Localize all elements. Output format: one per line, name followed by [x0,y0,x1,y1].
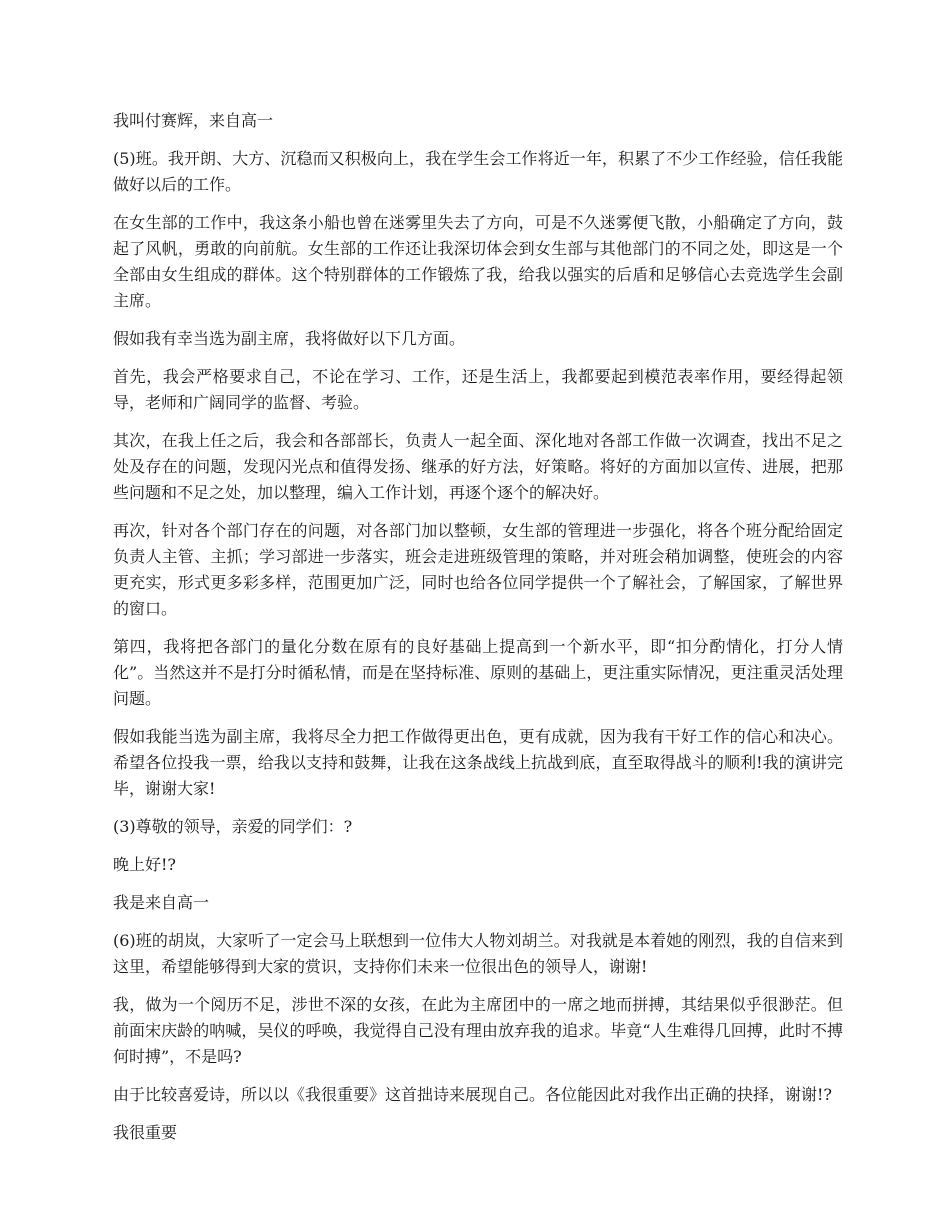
paragraph-intro-class: (5)班。我开朗、大方、沉稳而又积极向上，我在学生会工作将近一年，积累了不少工作经验，信任我能做好以后的工作。 [113,149,843,194]
paragraph-intro-name: 我叫付赛辉，来自高一 [113,111,274,130]
paragraph-if-elected: 假如我有幸当选为副主席，我将做好以下几方面。 [113,329,466,348]
paragraph-fourth: 第四，我将把各部门的量化分数在原有的良好基础上提高到一个新水平，即“扣分酌情化，打分人情化”。当然这并不是打分时循私情，而是在坚持标准、原则的基础上，更注重实际情况，更注重灵活处理问题。 [113,637,843,708]
paragraph-third: 再次，针对各个部门存在的问题，对各部门加以整顿，女生部的管理进一步强化，将各个班分配给固定负责人主管、主抓；学习部进一步落实，班会走进班级管理的策略，并对班会稍加调整，使班会的内容更充实，形式更多彩多样，范围更加广泛，同时也给各位同学提供一个了解社会，了解国家，了解世界的窗口。 [113,521,843,618]
paragraph-hu-lan: (6)班的胡岚，大家听了一定会马上联想到一位伟大人物刘胡兰。对我就是本着她的刚烈，我的自信来到这里，希望能够得到大家的赏识，支持你们未来一位很出色的领导人，谢谢! [113,931,843,976]
paragraph-greeting: (3)尊敬的领导，亲爱的同学们：? [113,817,353,836]
paragraph-girls-department: 在女生部的工作中，我这条小船也曾在迷雾里失去了方向，可是不久迷雾便飞散，小船确定了方向，鼓起了风帆，勇敢的向前航。女生部的工作还让我深切体会到女生部与其他部门的不同之处，即这是一个全部由女生组成的群体。这个特别群体的工作锻炼了我，给我以强实的后盾和足够信心去竞选学生会副主席。 [113,213,843,310]
paragraph-first: 首先，我会严格要求自己，不论在学习、工作，还是生活上，我都要起到模范表率作用，要经得起领导，老师和广阔同学的监督、考验。 [113,367,843,412]
paragraph-from-class: 我是来自高一 [113,893,210,912]
document-body [113,108,843,1158]
paragraph-poem-title: 我很重要 [113,1123,178,1142]
paragraph-second: 其次，在我上任之后，我会和各部部长，负责人一起全面、深化地对各部工作做一次调查，找出不足之处及存在的问题，发现闪光点和值得发扬、继承的好方法，好策略。将好的方面加以宣传、进展，把那些问题和不足之处，加以整理，编入工作计划，再逐个逐个的解决好。 [113,431,843,502]
paragraph-poem-intro: 由于比较喜爱诗，所以以《我很重要》这首拙诗来展现自己。各位能因此对我作出正确的抉择，谢谢!? [113,1085,833,1104]
paragraph-striving: 我，做为一个阅历不足，涉世不深的女孩，在此为主席团中的一席之地而拼搏，其结果似乎很渺茫。但前面宋庆龄的呐喊，吴仪的呼唤，我觉得自己没有理由放弃我的追求。毕竟“人生难得几回搏，此时不搏何时搏”，不是吗? [113,995,843,1066]
paragraph-good-evening: 晚上好!? [113,855,177,874]
paragraph-closing: 假如我能当选为副主席，我将尽全力把工作做得更出色，更有成就，因为我有干好工作的信心和决心。希望各位投我一票，给我以支持和鼓舞，让我在这条战线上抗战到底，直至取得战斗的顺利!我的演讲完毕，谢谢大家! [113,727,843,798]
